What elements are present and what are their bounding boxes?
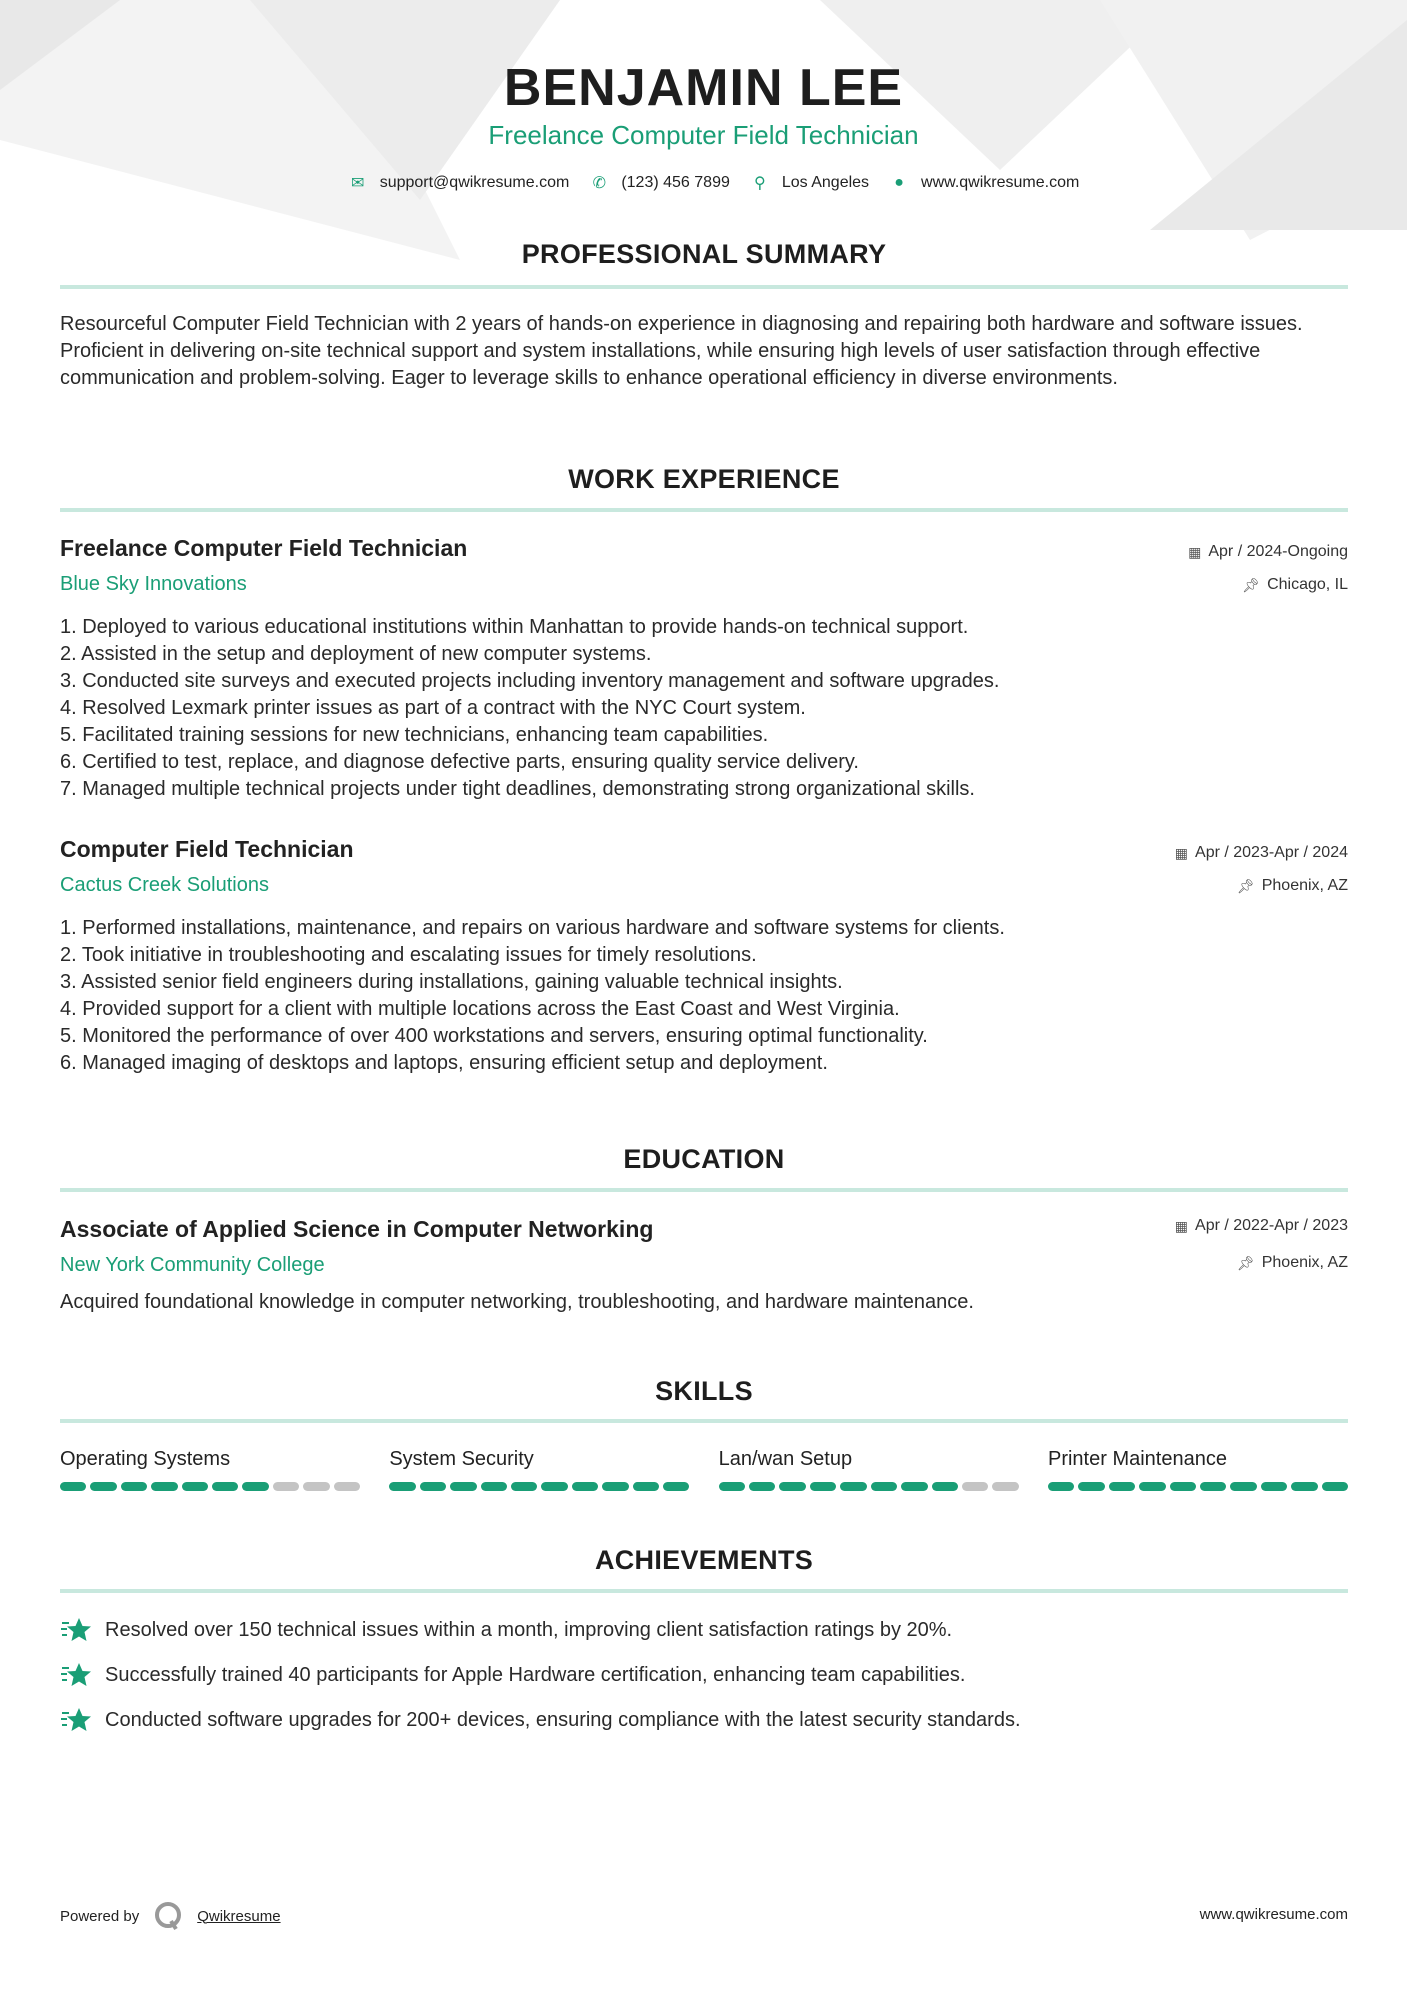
job-date (1188, 543, 1348, 561)
candidate-name: BENJAMIN LEE (503, 59, 904, 117)
globe-icon: ● (894, 174, 904, 191)
education-description: Acquired foundational knowledge in computer networking, troubleshooting, and hardware maintenance. (60, 1291, 974, 1313)
footer-powered (60, 1901, 281, 1931)
qwikresume-logo-icon (153, 1901, 183, 1931)
skill-item (719, 1448, 1019, 1491)
achievement-text: Conducted software upgrades for 200+ devices, ensuring compliance with the latest security standards. (105, 1708, 1021, 1731)
rating-segment-filled (121, 1482, 147, 1491)
rating-segment-filled (151, 1482, 177, 1491)
rating-segment-filled (810, 1482, 836, 1491)
rating-segment-filled (602, 1482, 628, 1491)
rating-segment-filled (1200, 1482, 1226, 1491)
job-location (1242, 576, 1348, 594)
list-item: 1. Deployed to various educational institutions within Manhattan to provide hands-on technical support. (60, 616, 969, 638)
skills-list (60, 1448, 1348, 1491)
date-text: Apr / 2022-Apr / 2023 (1195, 1217, 1348, 1234)
rating-segment-filled (1230, 1482, 1256, 1491)
company-name: Cactus Creek Solutions (60, 874, 269, 896)
rating-segment-filled (541, 1482, 567, 1491)
skill-item (1048, 1448, 1348, 1491)
location-text: Phoenix, AZ (1261, 1254, 1348, 1271)
rating-segment-filled (1078, 1482, 1104, 1491)
skill-rating (60, 1482, 360, 1491)
list-item: 3. Conducted site surveys and executed projects including inventory management and software upgrades. (60, 670, 1000, 692)
contact-location: Los Angeles (781, 174, 870, 191)
skill-name: Lan/wan Setup (718, 1448, 853, 1470)
skill-rating (1048, 1482, 1348, 1491)
divider (60, 508, 1348, 512)
rating-segment-filled (389, 1482, 415, 1491)
skill-name: System Security (389, 1448, 534, 1470)
rating-segment-filled (1109, 1482, 1135, 1491)
divider (60, 285, 1348, 289)
rating-segment-filled (450, 1482, 476, 1491)
rating-segment-filled (212, 1482, 238, 1491)
achievement-item (60, 1707, 1021, 1733)
job-bullets (60, 614, 1350, 803)
rating-segment-filled (90, 1482, 116, 1491)
rating-segment-filled (572, 1482, 598, 1491)
achievement-text: Resolved over 150 technical issues within a month, improving client satisfaction ratings by 20%. (105, 1618, 953, 1641)
divider (60, 1188, 1348, 1192)
skill-rating (389, 1482, 689, 1491)
job-location (1237, 877, 1348, 895)
rating-segment-filled (1139, 1482, 1165, 1491)
list-item: 5. Monitored the performance of over 400 workstations and servers, ensuring optimal functionality. (60, 1025, 928, 1047)
rating-segment-filled (932, 1482, 958, 1491)
candidate-title: Freelance Computer Field Technician (488, 120, 919, 150)
contact-phone: (123) 456 7899 (621, 174, 730, 191)
contact-email[interactable]: support@qwikresume.com (379, 174, 570, 191)
rating-segment-filled (511, 1482, 537, 1491)
achievement-item (60, 1617, 952, 1643)
phone-icon: ✆ (592, 175, 607, 192)
rating-segment-filled (1322, 1482, 1348, 1491)
rating-segment-filled (1048, 1482, 1074, 1491)
section-heading-achievements: ACHIEVEMENTS (594, 1545, 814, 1575)
school-name: New York Community College (60, 1254, 325, 1276)
map-pin-icon: ⚲ (754, 175, 766, 192)
job-title: Computer Field Technician (60, 836, 354, 862)
calendar-icon: ▦ (1174, 844, 1189, 861)
job-date (1175, 844, 1348, 862)
date-text: Apr / 2024-Ongoing (1208, 543, 1348, 560)
rating-segment-filled (1170, 1482, 1196, 1491)
list-item: 5. Facilitated training sessions for new technicians, enhancing team capabilities. (60, 724, 769, 746)
education-date (1175, 1217, 1348, 1235)
list-item: 2. Took initiative in troubleshooting and escalating issues for timely resolutions. (60, 944, 757, 966)
star-icon (60, 1707, 92, 1733)
location-text: Chicago, IL (1267, 576, 1348, 593)
rating-segment-empty (992, 1482, 1018, 1491)
rating-segment-empty (962, 1482, 988, 1491)
rating-segment-filled (779, 1482, 805, 1491)
star-icon (60, 1617, 92, 1643)
rating-segment-empty (334, 1482, 360, 1491)
footer-website[interactable]: www.qwikresume.com (1199, 1906, 1348, 1923)
location-text: Phoenix, AZ (1261, 877, 1348, 894)
list-item: 4. Provided support for a client with multiple locations across the East Coast and West Virginia. (60, 998, 900, 1020)
pin-icon: 📌︎ (1236, 877, 1255, 894)
skill-name: Operating Systems (60, 1448, 231, 1470)
list-item: 7. Managed multiple technical projects under tight deadlines, demonstrating strong organizational skills. (60, 778, 975, 800)
rating-segment-filled (1291, 1482, 1317, 1491)
section-heading-skills: SKILLS (655, 1376, 753, 1406)
calendar-icon: ▦ (1188, 543, 1202, 560)
skill-item (389, 1448, 689, 1491)
section-heading-education: EDUCATION (623, 1144, 785, 1174)
rating-segment-filled (242, 1482, 268, 1491)
rating-segment-filled (60, 1482, 86, 1491)
list-item: 6. Certified to test, replace, and diagnose defective parts, ensuring quality service delivery. (60, 751, 859, 773)
rating-segment-filled (663, 1482, 689, 1491)
list-item: 4. Resolved Lexmark printer issues as part of a contract with the NYC Court system. (60, 697, 806, 719)
list-item: 6. Managed imaging of desktops and laptops, ensuring efficient setup and deployment. (60, 1052, 828, 1074)
rating-segment-filled (633, 1482, 659, 1491)
achievement-item (60, 1662, 965, 1688)
rating-segment-filled (182, 1482, 208, 1491)
envelope-icon: ✉ (350, 175, 365, 192)
skill-rating (719, 1482, 1019, 1491)
contact-bar (0, 173, 1407, 193)
job-title: Freelance Computer Field Technician (60, 535, 468, 561)
rating-segment-filled (871, 1482, 897, 1491)
skill-name: Printer Maintenance (1047, 1448, 1227, 1470)
job-bullets (60, 915, 1350, 1077)
calendar-icon: ▦ (1174, 1217, 1189, 1234)
list-item: 2. Assisted in the setup and deployment of new computer systems. (60, 643, 652, 665)
pin-icon: 📌︎ (1236, 1254, 1255, 1271)
rating-segment-filled (719, 1482, 745, 1491)
degree-title: Associate of Applied Science in Computer Networking (60, 1216, 654, 1242)
rating-segment-empty (273, 1482, 299, 1491)
pin-icon: 📌︎ (1242, 576, 1261, 593)
list-item: 3. Assisted senior field engineers during installations, gaining valuable technical insights. (60, 971, 843, 993)
rating-segment-filled (749, 1482, 775, 1491)
achievement-text: Successfully trained 40 participants for Apple Hardware certification, enhancing team capabilities. (105, 1663, 966, 1686)
company-name: Blue Sky Innovations (60, 573, 247, 595)
rating-segment-filled (840, 1482, 866, 1491)
contact-website[interactable]: www.qwikresume.com (921, 174, 1080, 191)
rating-segment-filled (901, 1482, 927, 1491)
powered-by-label: Powered by (60, 1907, 140, 1925)
skill-item (60, 1448, 360, 1491)
brand-link[interactable]: Qwikresume (197, 1907, 281, 1925)
date-text: Apr / 2023-Apr / 2024 (1195, 844, 1348, 861)
section-heading-experience: WORK EXPERIENCE (568, 464, 840, 494)
rating-segment-filled (1261, 1482, 1287, 1491)
section-heading-summary: PROFESSIONAL SUMMARY (521, 239, 887, 269)
summary-text: Resourceful Computer Field Technician with 2 years of hands-on experience in diagnosing and repairing both hardware and software issues. Proficient in delivering on-site technical support and system installations, while ensuring high levels of user satisfaction through effective communication and problem-solving. Eager to leverage skills to enhance operational efficiency in diverse environments. (60, 313, 1303, 389)
rating-segment-filled (420, 1482, 446, 1491)
divider (60, 1589, 1348, 1593)
rating-segment-filled (481, 1482, 507, 1491)
star-icon (60, 1662, 92, 1688)
rating-segment-empty (303, 1482, 329, 1491)
education-location (1237, 1254, 1348, 1272)
list-item: 1. Performed installations, maintenance, and repairs on various hardware and software systems for clients. (60, 917, 1005, 939)
divider (60, 1419, 1348, 1423)
